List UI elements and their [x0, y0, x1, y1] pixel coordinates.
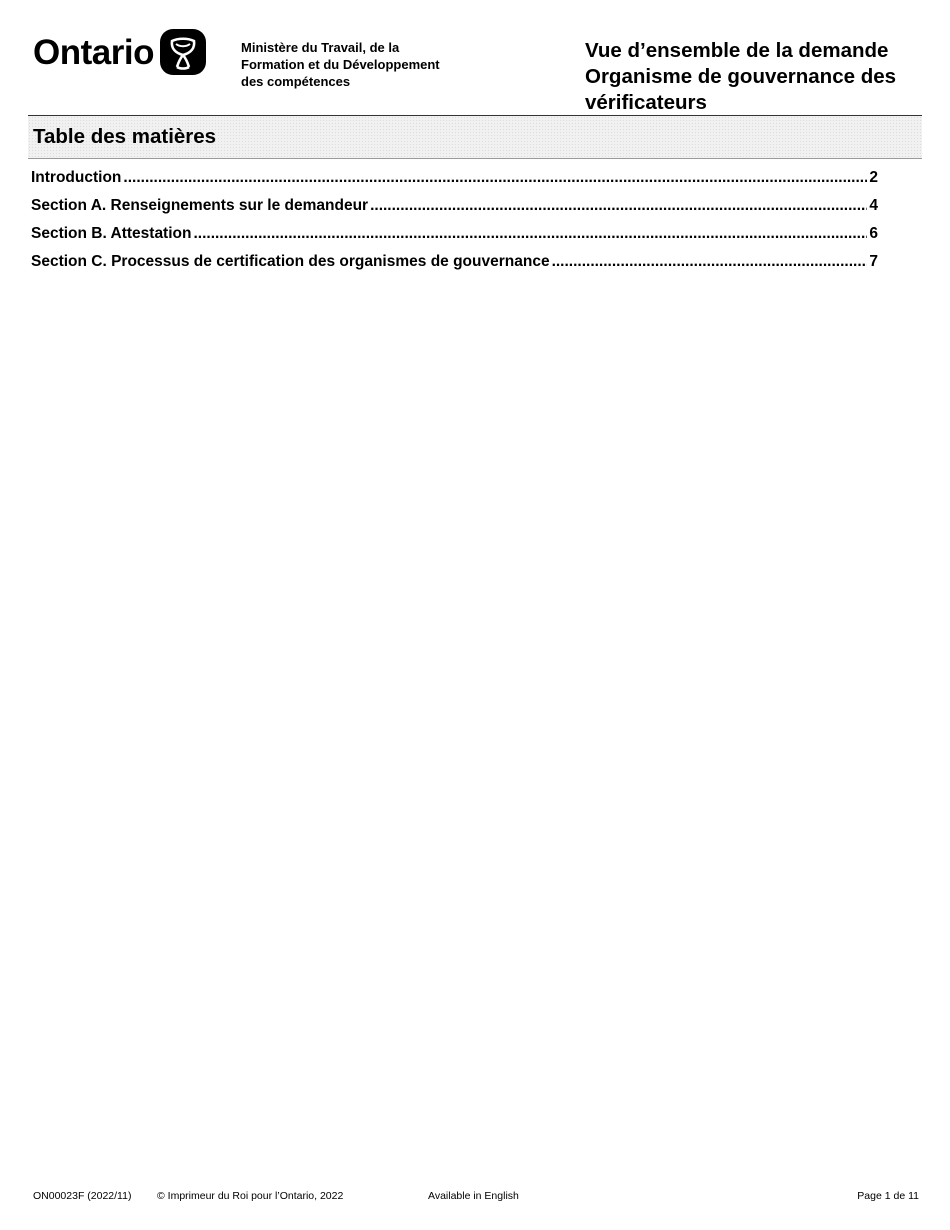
toc-entry-page: 7	[869, 253, 878, 270]
toc-entry-page: 6	[869, 225, 878, 242]
footer-available-in-english[interactable]: Available in English	[428, 1190, 519, 1202]
document-title-line: vérificateurs	[585, 91, 707, 114]
toc-entry-introduction[interactable]	[31, 169, 878, 197]
toc-entry-label: Section B. Attestation	[31, 225, 192, 242]
footer-copyright: © Imprimeur du Roi pour l’Ontario, 2022	[157, 1190, 344, 1202]
ontario-logo	[33, 27, 206, 77]
toc-dot-leader	[370, 197, 867, 215]
toc-entry-label: Introduction	[31, 169, 122, 186]
toc-entry-page: 2	[869, 169, 878, 186]
logo-wordmark: Ontario	[33, 32, 154, 72]
footer-page-number: Page 1 de 11	[857, 1190, 919, 1202]
ministry-line: Ministère du Travail, de la	[241, 40, 400, 55]
toc-dot-leader	[552, 253, 868, 271]
document-title-line: Vue d’ensemble de la demande	[585, 39, 889, 62]
toc-entry-section-c[interactable]	[31, 253, 878, 281]
toc-entry-label: Section A. Renseignements sur le demandeur	[31, 197, 369, 214]
ministry-line: Formation et du Développement	[241, 57, 440, 72]
ministry-line: des compétences	[241, 74, 351, 89]
toc-entry-section-b[interactable]	[31, 225, 878, 253]
document-title	[585, 38, 925, 116]
ministry-name	[241, 39, 481, 90]
toc-entry-page: 4	[869, 197, 878, 214]
toc-header-band	[28, 115, 922, 159]
document-title-line: Organisme de gouvernance des	[585, 65, 897, 88]
toc-dot-leader	[123, 169, 867, 187]
toc-title: Table des matières	[33, 125, 217, 148]
toc-entry-label: Section C. Processus de certification des organismes de gouvernance	[31, 253, 550, 270]
trillium-icon	[160, 29, 206, 75]
toc-entry-section-a[interactable]	[31, 197, 878, 225]
toc-list	[31, 169, 878, 281]
footer-form-number: ON00023F (2022/11)	[33, 1190, 132, 1202]
toc-dot-leader	[193, 225, 867, 243]
